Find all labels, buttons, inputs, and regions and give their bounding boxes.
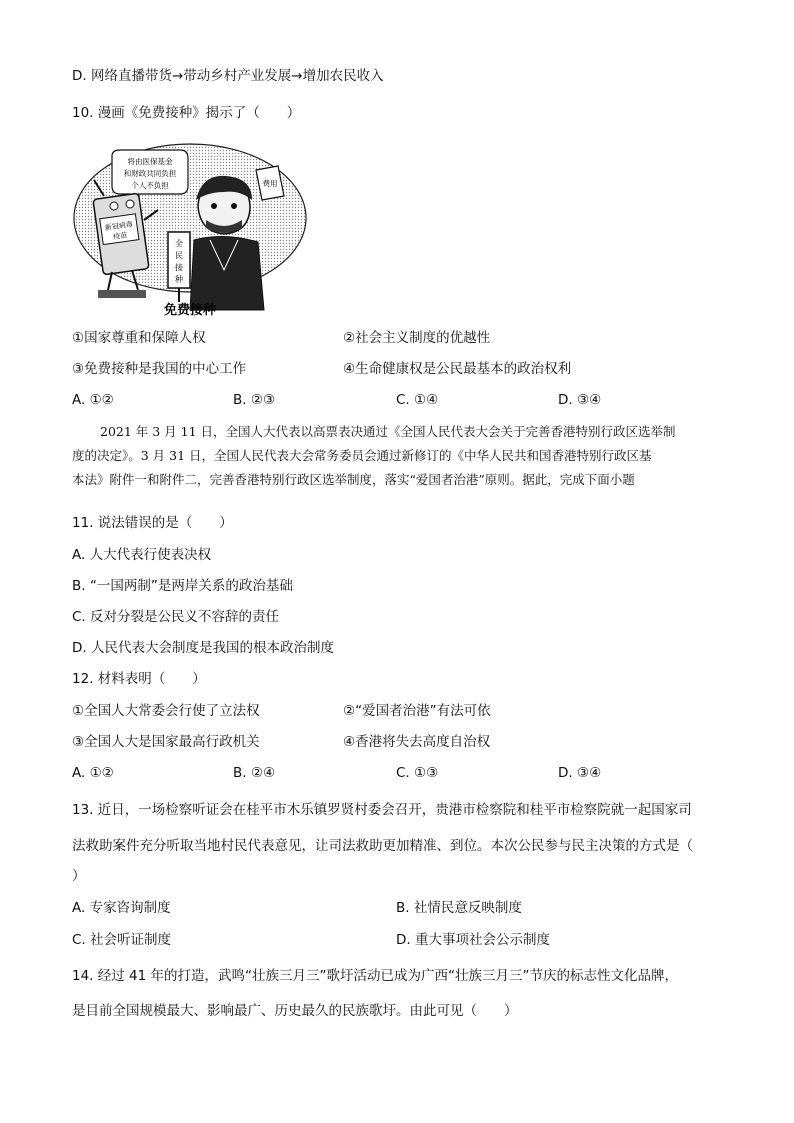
q13-choice-a[interactable]: A. 专家咨询制度 <box>72 900 171 916</box>
q12-item-3: ③全国人大是国家最高行政机关 <box>72 734 260 750</box>
q11-choice-d[interactable]: D. 人民代表大会制度是我国的根本政治制度 <box>72 640 334 656</box>
q10-choice-c[interactable]: C. ①④ <box>396 392 439 408</box>
svg-text:新冠病毒: 新冠病毒 <box>104 220 134 233</box>
q12-choice-c[interactable]: C. ①③ <box>396 765 439 781</box>
q13-line-2: 法救助案件充分听取当地村民代表意见，让司法救助更加精准、到位。本次公民参与民主决策的方式是（ <box>72 838 693 854</box>
q10-item-2: ②社会主义制度的优越性 <box>343 330 491 346</box>
q11-choice-a[interactable]: A. 人大代表行使表决权 <box>72 547 212 563</box>
q13-choice-d[interactable]: D. 重大事项社会公示制度 <box>396 932 550 948</box>
q12-choice-d[interactable]: D. ③④ <box>558 765 602 781</box>
q12-item-1: ①全国人大常委会行使了立法权 <box>72 703 260 719</box>
q14-line-1: 14. 经过 41 年的打造，武鸣“壮族三月三”歌圩活动已成为广西“壮族三月三”节庆的标志性文化品牌， <box>72 968 678 984</box>
svg-text:和财政共同负担: 和财政共同负担 <box>123 169 177 178</box>
q9-option-d: D. 网络直播带货→带动乡村产业发展→增加农民收入 <box>72 68 384 84</box>
cartoon-free-vaccination <box>72 140 308 320</box>
svg-text:种: 种 <box>175 275 183 284</box>
q14-line-2: 是目前全国规模最大、影响最广、历史最久的民族歌圩。由此可见（ ） <box>72 1003 518 1019</box>
q13-choice-b[interactable]: B. 社情民意反映制度 <box>396 900 522 916</box>
reading-passage <box>72 420 722 492</box>
svg-text:费用: 费用 <box>262 179 278 188</box>
q13-choice-c[interactable]: C. 社会听证制度 <box>72 932 172 948</box>
q10-choice-b[interactable]: B. ②③ <box>233 392 276 408</box>
q11-choice-b[interactable]: B. “一国两制”是两岸关系的政治基础 <box>72 578 293 594</box>
cartoon-caption: 免费接种 <box>163 303 217 318</box>
passage-line-1: 2021 年 3 月 11 日，全国人大代表以高票表决通过《全国人民代表大会关于完善香港特别行政区选举制 <box>100 424 676 439</box>
q13-line-1: 13. 近日，一场检察听证会在桂平市木乐镇罗贤村委会召开，贵港市检察院和桂平市检察院就一起国家司 <box>72 802 692 818</box>
svg-text:疫苗: 疫苗 <box>112 231 128 242</box>
q10-item-1: ①国家尊重和保障人权 <box>72 330 206 346</box>
q12-stem: 12. 材料表明（ ） <box>72 671 206 687</box>
svg-text:个人不负担: 个人不负担 <box>131 181 169 190</box>
q10-item-3: ③免费接种是我国的中心工作 <box>72 361 247 377</box>
q11-choice-c[interactable]: C. 反对分裂是公民义不容辞的责任 <box>72 609 280 625</box>
passage-line-3: 本法》附件一和附件二，完善香港特别行政区选举制度，落实“爱国者治港”原则。据此，完成下面小题 <box>72 472 635 487</box>
q13-line-3: ） <box>72 868 86 884</box>
svg-text:全: 全 <box>175 239 183 248</box>
q12-item-4: ④香港将失去高度自治权 <box>343 734 491 750</box>
svg-text:将由医保基金: 将由医保基金 <box>127 157 173 166</box>
q12-choice-a[interactable]: A. ①② <box>72 765 114 781</box>
q10-item-4: ④生命健康权是公民最基本的政治权利 <box>343 361 572 377</box>
passage-line-2: 度的决定》。3 月 31 日，全国人民代表大会常务委员会通过新修订的《中华人民共和国香港特别行政区基 <box>72 448 652 463</box>
q10-choice-a[interactable]: A. ①② <box>72 392 114 408</box>
svg-text:接: 接 <box>175 263 183 272</box>
q10-choice-d[interactable]: D. ③④ <box>558 392 602 408</box>
q11-stem: 11. 说法错误的是（ ） <box>72 515 233 531</box>
q10-stem: 10. 漫画《免费接种》揭示了（ ） <box>72 105 301 121</box>
q12-item-2: ②“爱国者治港”有法可依 <box>343 703 491 719</box>
svg-text:民: 民 <box>175 251 183 260</box>
q12-choice-b[interactable]: B. ②④ <box>233 765 276 781</box>
